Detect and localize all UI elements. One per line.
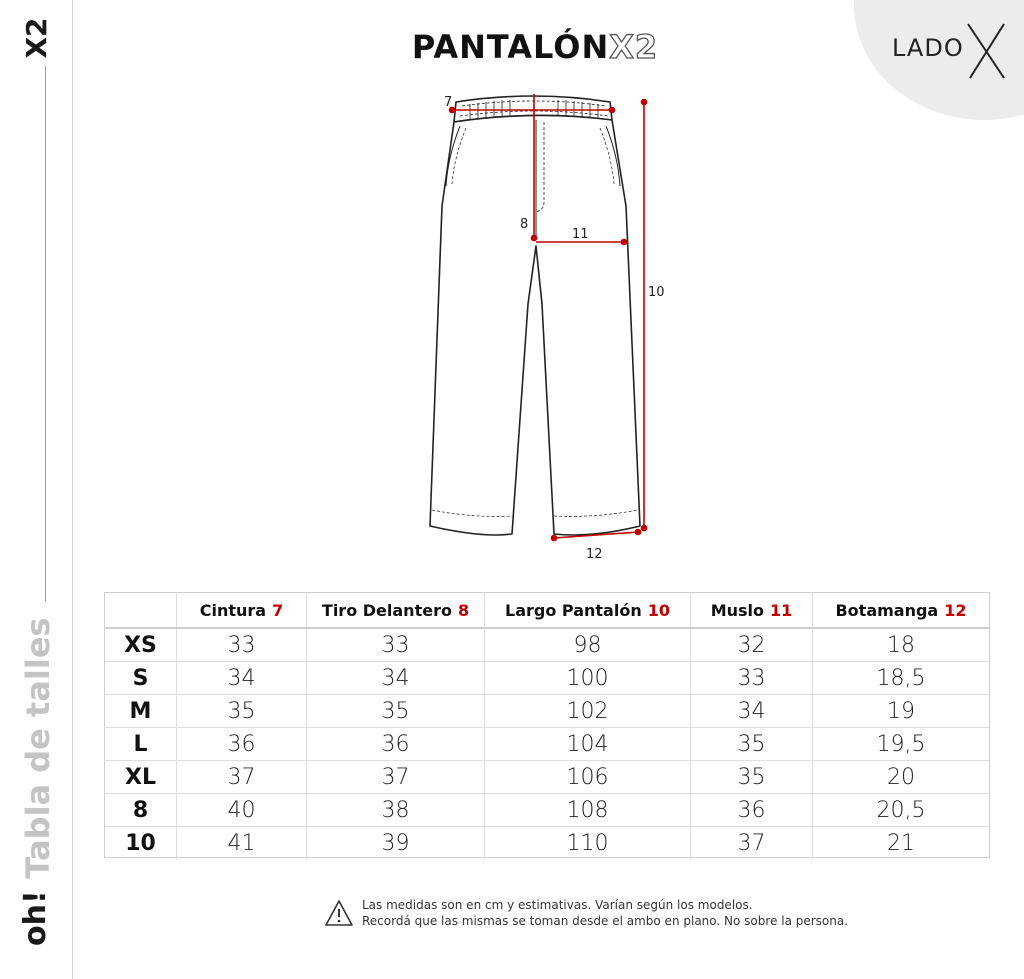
title-main: PANTALÓN [411,28,610,66]
size-code: X2 [19,17,53,59]
size-cell: M [105,695,177,727]
header-cell: Botamanga 12 [835,600,967,620]
table-row [105,629,989,662]
table-cell: 110 [485,827,691,860]
label-thigh: 11 [572,227,589,242]
size-cell: 10 [105,827,177,860]
table-row [105,662,989,695]
title-suffix: X2 [609,28,659,66]
table-cell: 40 [177,794,307,826]
pants-outline [430,115,640,535]
header-cell: Cintura 7 [177,593,307,627]
table-cell: 33 [691,662,813,694]
label-length: 10 [648,285,665,300]
disclaimer-note [324,897,924,933]
table-cell: 36 [177,728,307,760]
label-hem: 12 [586,547,603,562]
table-cell: 19,5 [876,731,926,757]
header-cell: Tiro Delantero 8 [307,593,485,627]
table-row [105,794,989,827]
table-cell: 106 [485,761,691,793]
table-cell: 35 [177,695,307,727]
note-text [362,897,848,929]
table-header-row [105,593,989,629]
divider [45,66,46,601]
table-cell: 35 [307,695,485,727]
note-line-2: Recordá que las mismas se toman desde el ambo en plano. No sobre la persona. [362,914,849,928]
size-cell: 8 [105,794,177,826]
header-cell [105,593,177,627]
table-cell: 34 [691,695,813,727]
table-cell: 104 [485,728,691,760]
size-table [104,592,990,858]
sidebar-title: Tabla de talles [19,617,57,879]
table-cell: 36 [691,794,813,826]
table-row [105,695,989,728]
table-cell: 32 [691,629,813,661]
table-cell: 35 [691,761,813,793]
header-cell: Muslo 11 [691,593,813,627]
label-rise: 8 [520,217,529,232]
table-cell: 37 [307,761,485,793]
table-row [105,728,989,761]
table-cell: 20 [887,764,915,790]
label-waist: 7 [444,95,453,110]
logo: oh! [18,890,53,946]
size-cell: S [105,662,177,694]
brand-x-mark [964,20,1008,80]
table-cell: 102 [485,695,691,727]
table-cell: 33 [307,629,485,661]
table-cell: 33 [177,629,307,661]
table-cell: 100 [485,662,691,694]
table-cell: 41 [177,827,307,860]
table-cell: 39 [307,827,485,860]
header-cell: Largo Pantalón 10 [485,593,691,627]
pants-diagram [412,86,674,566]
page-title [280,28,790,66]
note-line-1: Las medidas son en cm y estimativas. Varían según los modelos. [362,898,753,912]
size-cell: L [105,728,177,760]
brand-logo [890,20,1020,80]
table-cell: 37 [177,761,307,793]
table-cell: 37 [691,827,813,860]
table-cell: 35 [691,728,813,760]
size-cell: XS [105,629,177,661]
table-cell: 98 [485,629,691,661]
table-row [105,761,989,794]
warning-icon [324,899,354,927]
table-cell: 36 [307,728,485,760]
table-cell: 19 [887,698,915,724]
table-cell: 38 [307,794,485,826]
table-cell: 18 [887,632,915,658]
table-cell: 108 [485,794,691,826]
table-cell: 20,5 [876,797,926,823]
table-cell: 18,5 [876,665,926,691]
table-row [105,827,989,860]
brand-text: LADO [892,34,964,62]
table-cell: 34 [307,662,485,694]
sidebar [0,0,73,979]
table-cell: 34 [177,662,307,694]
size-cell: XL [105,761,177,793]
table-cell: 21 [887,831,915,856]
